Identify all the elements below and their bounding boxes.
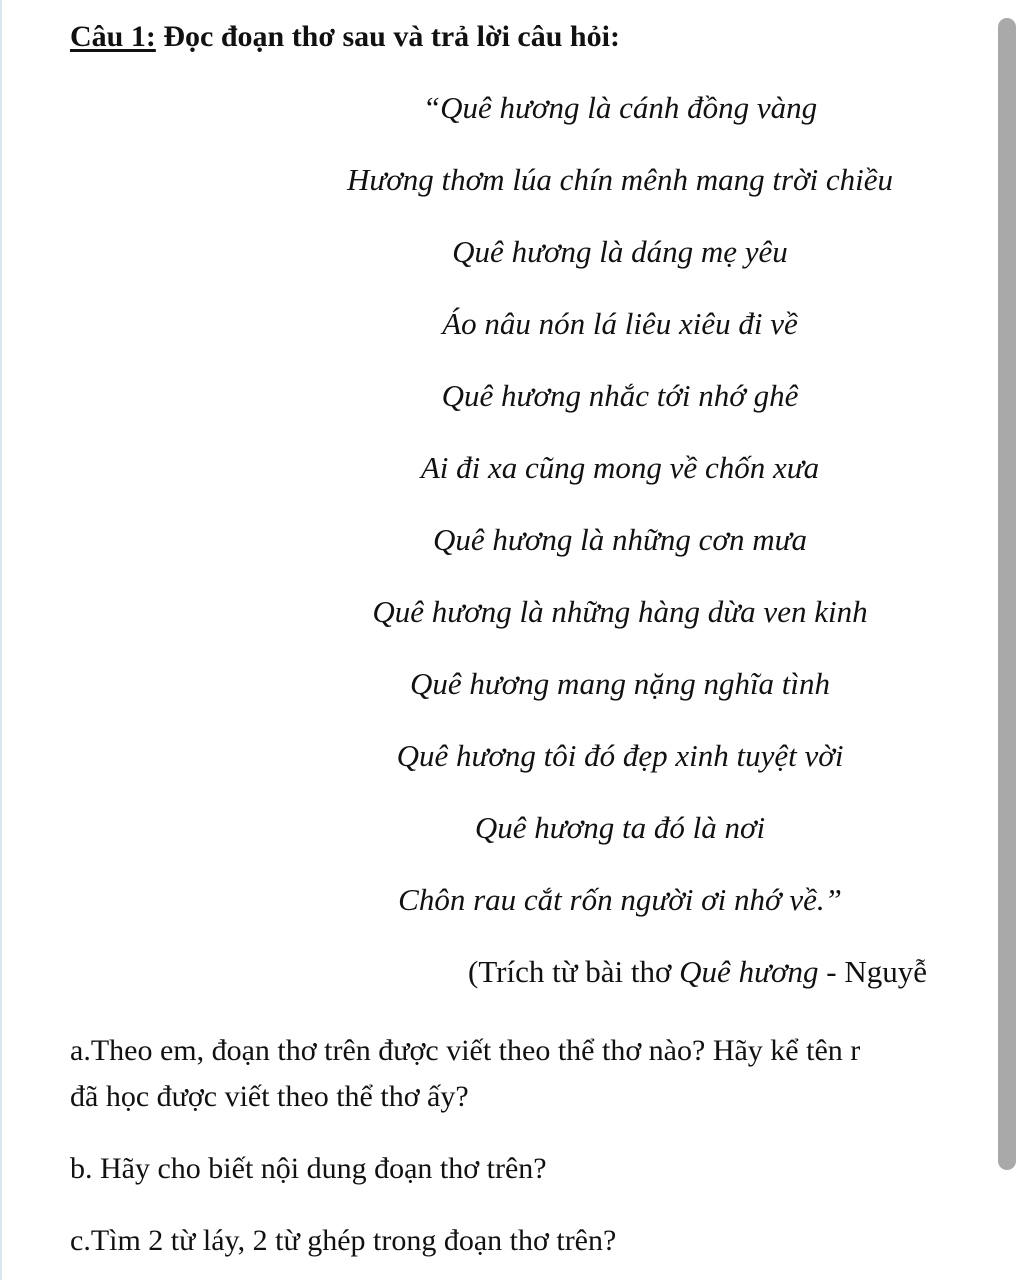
question-heading xyxy=(70,20,620,54)
poem-line: Quê hương là những hàng dừa ven kinh xyxy=(372,594,868,629)
question-instruction: Đọc đoạn thơ sau và trả lời câu hỏi: xyxy=(155,20,620,53)
source-poem-title: Quê hương xyxy=(679,954,819,989)
vertical-scrollbar[interactable] xyxy=(998,18,1016,1280)
question-c: c.Tìm 2 từ láy, 2 từ ghép trong đoạn thơ trên? xyxy=(70,1224,617,1257)
source-author: - Nguyễ xyxy=(818,954,928,989)
source-prefix: (Trích từ bài thơ xyxy=(468,954,680,989)
poem-line: Áo nâu nón lá liêu xiêu đi về xyxy=(442,306,798,341)
poem-line: Quê hương nhắc tới nhớ ghê xyxy=(441,378,799,413)
document-content xyxy=(70,18,980,1280)
question-number-label: Câu 1: xyxy=(70,20,156,53)
left-edge-divider xyxy=(0,0,2,1280)
poem-line: Ai đi xa cũng mong về chốn xưa xyxy=(420,450,820,485)
question-a-line2: đã học được viết theo thể thơ ấy? xyxy=(70,1080,469,1113)
question-b: b. Hãy cho biết nội dung đoạn thơ trên? xyxy=(70,1152,547,1185)
poem-source-citation xyxy=(468,954,927,990)
scrollbar-thumb[interactable] xyxy=(998,18,1016,1170)
poem-line: Chôn rau cắt rốn người ơi nhớ về.” xyxy=(398,882,842,917)
poem-line: Quê hương tôi đó đẹp xinh tuyệt vời xyxy=(396,738,844,773)
poem-line: Quê hương là dáng mẹ yêu xyxy=(452,234,788,269)
question-a-line1: a.Theo em, đoạn thơ trên được viết theo thể thơ nào? Hãy kể tên r xyxy=(70,1034,861,1067)
poem-line: Quê hương ta đó là nơi xyxy=(474,810,766,845)
poem-line: Quê hương là những cơn mưa xyxy=(433,522,807,557)
poem-line: Quê hương mang nặng nghĩa tình xyxy=(409,666,831,701)
poem-line: “Quê hương là cánh đồng vàng xyxy=(422,90,818,125)
poem-line: Hương thơm lúa chín mênh mang trời chiều xyxy=(346,162,894,197)
